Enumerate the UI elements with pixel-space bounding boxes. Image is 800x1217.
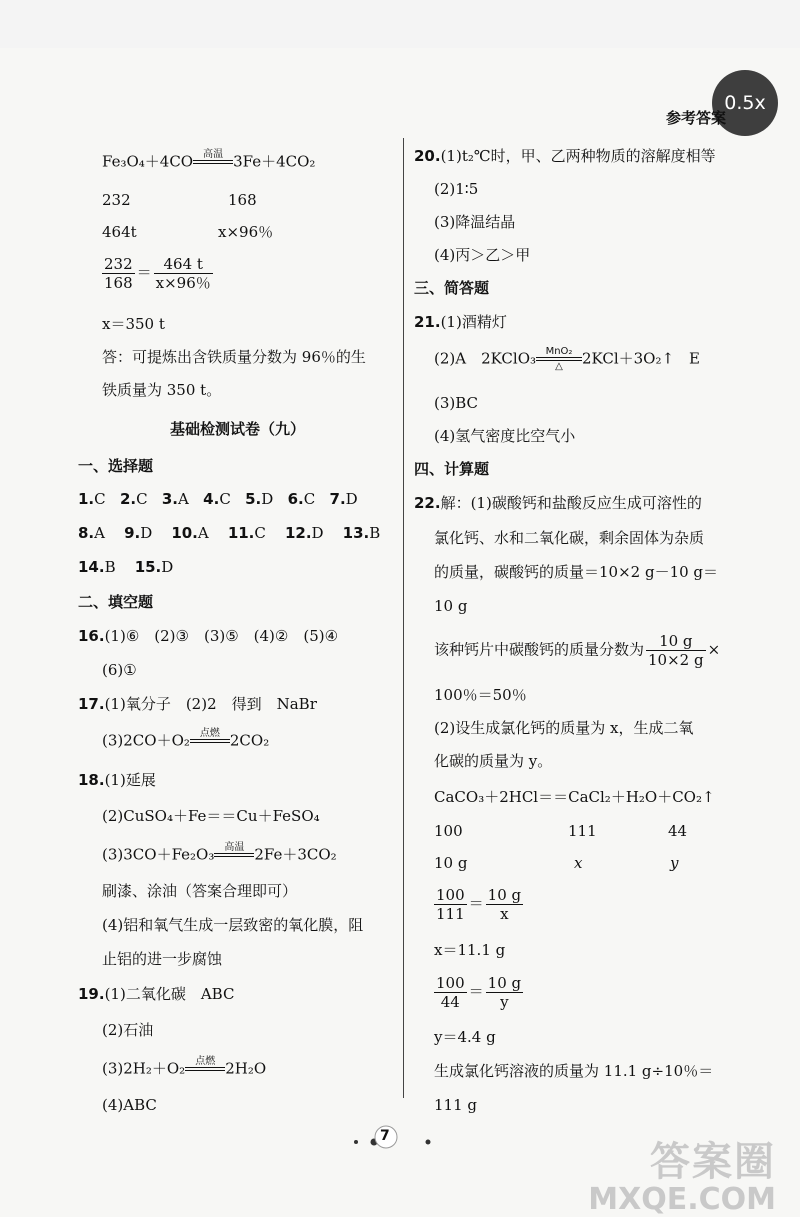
section-fill: 二、填空题: [78, 593, 154, 611]
column-divider: [403, 138, 404, 1098]
mass-44: 44: [668, 822, 688, 840]
q22-line-9: 生成氯化钙溶液的质量为 11.1 g÷10％＝: [434, 1062, 714, 1080]
q19-line-4: (4)ABC: [102, 1096, 157, 1114]
q19-line-1: 19.(1)二氧化碳 ABC: [78, 985, 235, 1003]
paper-title: 基础检测试卷（九）: [170, 420, 306, 438]
answer-line-1: 答：可提炼出含铁质量分数为 96％的生: [102, 348, 366, 366]
mc-row-1: 1.C 2.C 3.A 4.C 5.D 6.C 7.D: [78, 490, 358, 508]
playback-speed-button[interactable]: 0.5x: [712, 70, 778, 136]
mass-464t: 464t: [102, 223, 137, 241]
q21-line-1: 21.(1)酒精灯: [414, 313, 507, 331]
q20-line-2: (2)1∶5: [434, 180, 479, 198]
molar-mass-232: 232: [102, 191, 131, 209]
page-number: 7: [380, 1128, 390, 1144]
q22-line-5: 该种钙片中碳酸钙的质量分数为 $\frac{10 g}{10\times 2 g}$ ×: [434, 632, 721, 669]
mc-row-3: 14.B 15.D: [78, 558, 174, 576]
proportion-1: $\frac{232}{168}$ ＝ $\frac{464 t}{x\times 96\%}$: [104, 255, 211, 292]
footer-ornament-icon: [336, 1124, 446, 1154]
q18-line-1: 18.(1)延展: [78, 771, 156, 789]
q17-line-2: (3)2CO＋O₂ 点燃 2CO₂: [102, 728, 270, 750]
q22-line-6: 100％＝50％: [434, 686, 527, 704]
q21-line-3: (3)BC: [434, 394, 479, 412]
top-bar: [0, 0, 800, 48]
q16-line-2: (6)①: [102, 661, 137, 679]
value-10g: 10 g: [434, 854, 468, 872]
result-y44: y＝4.4 g: [434, 1028, 496, 1046]
q22-line-2: 氯化钙、水和二氧化碳，剩余固体为杂质: [434, 529, 705, 547]
q19-line-3: (3)2H₂＋O₂ 点燃 2H₂O: [102, 1056, 267, 1078]
mc-row-2: 8.A 9.D 10.A 11.C 12.D 13.B: [78, 524, 381, 542]
q22-line-1: 22.解：(1)碳酸钙和盐酸反应生成可溶性的: [414, 494, 702, 512]
q18-line-4: 刷漆、涂油（答案合理即可）: [102, 882, 298, 900]
q20-line-4: (4)丙＞乙＞甲: [434, 246, 531, 264]
mass-111: 111: [568, 822, 597, 840]
q18-line-6: 止铝的进一步腐蚀: [102, 950, 223, 968]
mass-100: 100: [434, 822, 463, 840]
result-x111: x＝11.1 g: [434, 941, 506, 959]
proportion-2: $\frac{100}{111}$ ＝ $\frac{10 g}{x}$: [436, 886, 522, 923]
proportion-3: $\frac{100}{44}$ ＝ $\frac{10 g}{y}$: [436, 974, 522, 1011]
q18-line-5: (4)铝和氧气生成一层致密的氧化膜，阻: [102, 916, 364, 934]
value-y: y: [670, 854, 679, 872]
q22-line-10: 111 g: [434, 1096, 478, 1114]
value-x: x: [574, 854, 583, 872]
q22-equation: CaCO₃＋2HCl＝＝CaCl₂＋H₂O＋CO₂↑: [434, 788, 715, 806]
page-footer: [336, 1124, 446, 1158]
q21-line-2: (2)A 2KClO₃ MnO₂ △ 2KCl＋3O₂↑ E: [434, 346, 701, 372]
q16-line-1: 16.(1)⑥ (2)③ (3)⑤ (4)② (5)④: [78, 627, 339, 645]
x-times-96: x×96％: [218, 223, 274, 241]
q22-line-8: 化碳的质量为 y。: [434, 752, 553, 770]
watermark-logo: 答案圈: [650, 1139, 776, 1185]
result-x350: x＝350 t: [102, 315, 165, 333]
q21-line-4: (4)氢气密度比空气小: [434, 427, 576, 445]
molar-mass-168: 168: [228, 191, 257, 209]
equation-1: Fe₃O₄＋4CO 高温 3Fe＋4CO₂: [102, 149, 316, 171]
q20-line-3: (3)降温结晶: [434, 213, 516, 231]
answer-line-2: 铁质量为 350 t。: [102, 381, 222, 399]
section-short-answer: 三、简答题: [414, 279, 490, 297]
q17-line-1: 17.(1)氧分子 (2)2 得到 NaBr: [78, 695, 317, 713]
section-calculation: 四、计算题: [414, 460, 490, 478]
section-choice: 一、选择题: [78, 457, 154, 475]
page-header-title: 参考答案: [665, 109, 726, 127]
q20-line-1: 20.(1)t₂℃时，甲、乙两种物质的溶解度相等: [414, 147, 716, 165]
q19-line-2: (2)石油: [102, 1021, 154, 1039]
watermark-url: MXQE.COM: [588, 1182, 776, 1217]
q22-line-7: (2)设生成氯化钙的质量为 x，生成二氧: [434, 719, 694, 737]
q22-line-3: 的质量，碳酸钙的质量＝10×2 g－10 g＝: [434, 563, 719, 581]
q22-line-4: 10 g: [434, 597, 468, 615]
q18-line-3: (3)3CO＋Fe₂O₃ 高温 2Fe＋3CO₂: [102, 842, 337, 864]
q18-line-2: (2)CuSO₄＋Fe＝＝Cu＋FeSO₄: [102, 807, 320, 825]
